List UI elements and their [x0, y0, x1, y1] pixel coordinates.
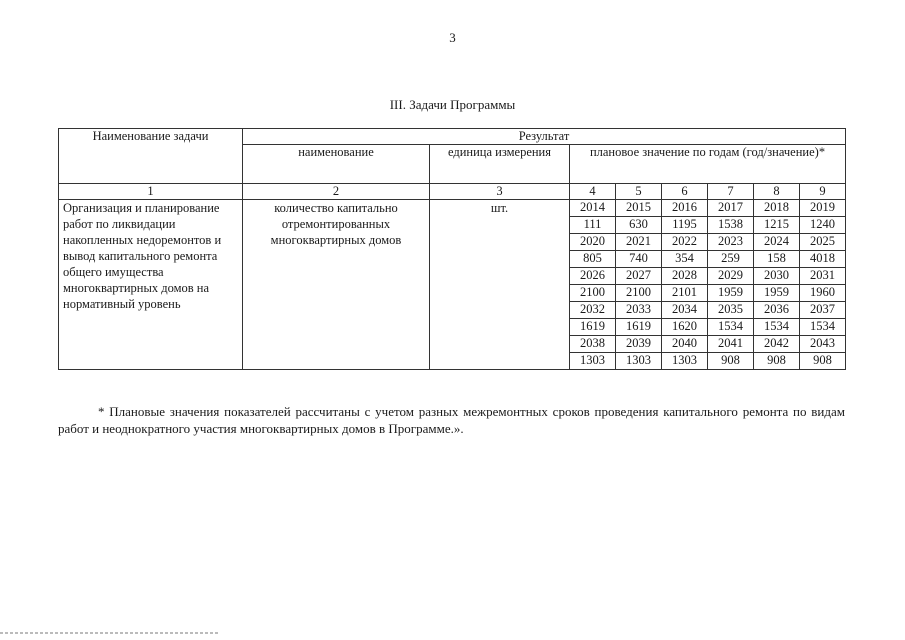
task-name-cell: Организация и планирование работ по ликвидации накопленных недоремонтов и вывод капитального ремонта общего имущества многоквартирных домов на нормативный уровень — [59, 200, 243, 370]
year-cell: 2024 — [754, 234, 800, 251]
header-planned-value: плановое значение по годам (год/значение)* — [570, 145, 846, 184]
column-number-6: 6 — [662, 184, 708, 200]
year-cell: 2015 — [616, 200, 662, 217]
value-cell: 1620 — [662, 319, 708, 336]
value-cell: 1303 — [662, 353, 708, 370]
value-cell: 805 — [570, 251, 616, 268]
year-cell: 2036 — [754, 302, 800, 319]
year-cell: 2039 — [616, 336, 662, 353]
value-cell: 2100 — [616, 285, 662, 302]
column-number-4: 4 — [570, 184, 616, 200]
column-number-9: 9 — [800, 184, 846, 200]
value-cell: 1619 — [616, 319, 662, 336]
footnote: * Плановые значения показателей рассчитаны с учетом разных межремонтных сроков проведения капитального ремонта по видам работ и неоднократного участия многоквартирных домов в Программе.». — [58, 404, 845, 436]
value-cell: 1303 — [570, 353, 616, 370]
year-cell: 2026 — [570, 268, 616, 285]
year-cell: 2017 — [708, 200, 754, 217]
year-cell: 2037 — [800, 302, 846, 319]
table-row — [59, 200, 846, 217]
year-cell: 2021 — [616, 234, 662, 251]
year-cell: 2029 — [708, 268, 754, 285]
value-cell: 111 — [570, 217, 616, 234]
column-number-5: 5 — [616, 184, 662, 200]
year-cell: 2028 — [662, 268, 708, 285]
tasks-table — [58, 128, 846, 370]
year-cell: 2022 — [662, 234, 708, 251]
column-number-7: 7 — [708, 184, 754, 200]
value-cell: 908 — [754, 353, 800, 370]
value-cell: 1534 — [800, 319, 846, 336]
year-cell: 2040 — [662, 336, 708, 353]
value-cell: 4018 — [800, 251, 846, 268]
column-number-row — [59, 184, 846, 200]
value-cell: 354 — [662, 251, 708, 268]
value-cell: 1960 — [800, 285, 846, 302]
value-cell: 1619 — [570, 319, 616, 336]
header-row-1 — [59, 129, 846, 145]
value-cell: 908 — [708, 353, 754, 370]
year-cell: 2014 — [570, 200, 616, 217]
value-cell: 1959 — [754, 285, 800, 302]
year-cell: 2019 — [800, 200, 846, 217]
header-indicator-name: наименование — [243, 145, 430, 184]
unit-cell: шт. — [430, 200, 570, 370]
header-unit: единица измерения — [430, 145, 570, 184]
value-cell: 1538 — [708, 217, 754, 234]
year-cell: 2020 — [570, 234, 616, 251]
year-cell: 2025 — [800, 234, 846, 251]
value-cell: 1534 — [708, 319, 754, 336]
header-task-name: Наименование задачи — [59, 129, 243, 184]
section-title: III. Задачи Программы — [389, 97, 516, 112]
header-result: Результат — [243, 129, 846, 145]
year-cell: 2031 — [800, 268, 846, 285]
year-cell: 2034 — [662, 302, 708, 319]
value-cell: 259 — [708, 251, 754, 268]
value-cell: 1959 — [708, 285, 754, 302]
value-cell: 158 — [754, 251, 800, 268]
year-cell: 2041 — [708, 336, 754, 353]
column-number-2: 2 — [243, 184, 430, 200]
value-cell: 1215 — [754, 217, 800, 234]
year-cell: 2018 — [754, 200, 800, 217]
value-cell: 1303 — [616, 353, 662, 370]
column-number-8: 8 — [754, 184, 800, 200]
year-cell: 2035 — [708, 302, 754, 319]
value-cell: 908 — [800, 353, 846, 370]
year-cell: 2023 — [708, 234, 754, 251]
page-number: 3 — [449, 30, 456, 45]
column-number-3: 3 — [430, 184, 570, 200]
scan-edge-artifact — [0, 632, 220, 634]
year-cell: 2032 — [570, 302, 616, 319]
year-cell: 2016 — [662, 200, 708, 217]
value-cell: 740 — [616, 251, 662, 268]
value-cell: 630 — [616, 217, 662, 234]
year-cell: 2030 — [754, 268, 800, 285]
value-cell: 2100 — [570, 285, 616, 302]
year-cell: 2043 — [800, 336, 846, 353]
value-cell: 2101 — [662, 285, 708, 302]
year-cell: 2027 — [616, 268, 662, 285]
indicator-name-cell: количество капитально отремонтированных многоквартирных домов — [243, 200, 430, 370]
column-number-1: 1 — [59, 184, 243, 200]
year-cell: 2038 — [570, 336, 616, 353]
value-cell: 1534 — [754, 319, 800, 336]
tasks-table-body — [59, 129, 846, 370]
year-cell: 2042 — [754, 336, 800, 353]
value-cell: 1195 — [662, 217, 708, 234]
value-cell: 1240 — [800, 217, 846, 234]
year-cell: 2033 — [616, 302, 662, 319]
